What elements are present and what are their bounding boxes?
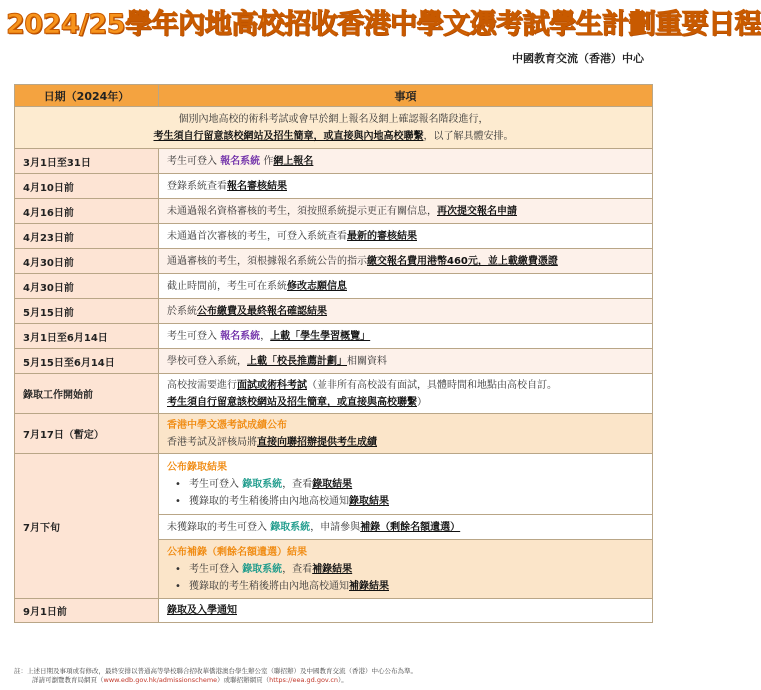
row-date: 錄取工作開始前: [15, 374, 159, 414]
row-date: 7月17日（暫定）: [15, 414, 159, 454]
notice-row: [15, 107, 653, 149]
row-date: 4月16日前: [15, 199, 159, 224]
table-row: [15, 414, 653, 454]
date-column-header: 日期（2024年）: [15, 85, 159, 107]
row-date: 4月30日前: [15, 274, 159, 299]
admission-system-link[interactable]: 錄取系統: [270, 521, 311, 533]
table-row: [15, 149, 653, 174]
table-row: [15, 224, 653, 249]
notice-cell: [15, 107, 653, 149]
table-row: [15, 249, 653, 274]
notice-tail: ，以了解具體安排。: [423, 130, 514, 142]
notice-line1: 個別內地高校的術科考試或會早於網上報名及網上確認報名階段進行，: [178, 113, 489, 125]
results-announcement-heading: 香港中學文憑考試成績公布: [167, 419, 287, 431]
table-header-row: [15, 85, 653, 107]
row-event: 香港中學文憑考試成績公布 香港考試及評核局將直接向聯招辦提供考生成績: [159, 414, 653, 454]
row-event: 於系統公布繳費及最終報名確認結果: [159, 299, 653, 324]
row-date: 4月23日前: [15, 224, 159, 249]
list-item: • 獲錄取的考生稍後將由內地高校通知補錄結果: [173, 578, 644, 595]
row-event: 截止時間前，考生可在系統修改志願信息: [159, 274, 653, 299]
edb-website-link[interactable]: www.edb.gov.hk/admissionscheme: [103, 676, 218, 684]
table-row: [15, 374, 653, 414]
row-date: 7月下旬: [15, 454, 159, 599]
table-row: [15, 454, 653, 515]
table-row: [15, 274, 653, 299]
eea-website-link[interactable]: https://eea.gd.gov.cn: [269, 676, 339, 684]
registration-system-link[interactable]: 報名系統: [220, 330, 261, 342]
row-date: 4月10日前: [15, 174, 159, 199]
row-date: 3月1日至6月14日: [15, 324, 159, 349]
list-item: • 考生可登入 錄取系統，查看補錄結果: [173, 561, 644, 578]
row-event: 未通過首次審核的考生，可登入系統查看最新的審核結果: [159, 224, 653, 249]
organization-name: 中國教育交流（香港）中心: [512, 52, 644, 65]
registration-system-link[interactable]: 報名系統: [220, 155, 261, 167]
schedule-table: [14, 84, 653, 623]
table-row: [15, 199, 653, 224]
row-event: 考生可登入 報名系統 作網上報名: [159, 149, 653, 174]
supplementary-apply-block: 未獲錄取的考生可登入 錄取系統，申請參與補錄（剩餘名額遺選）: [159, 515, 653, 540]
list-item: • 獲錄取的考生稍後將由內地高校通知錄取結果: [173, 493, 644, 510]
row-event: 高校按需要進行面試或術科考試（並非所有高校設有面試，具體時間和地點由高校自訂。 考生須自行留意該校網站及招生簡章，或直接與高校聯繫）: [159, 374, 653, 414]
admission-results-block: [159, 454, 653, 515]
admission-system-link[interactable]: 錄取系統: [242, 563, 283, 575]
list-item: • 考生可登入 錄取系統，查看錄取結果: [173, 476, 644, 493]
supplementary-results-heading: 公布補錄（剩餘名額遺選）結果: [167, 546, 307, 558]
admission-results-list: [167, 476, 644, 510]
row-event: 考生可登入 報名系統，上載「學生學習概覽」: [159, 324, 653, 349]
table-row: [15, 599, 653, 623]
row-date: 5月15日前: [15, 299, 159, 324]
row-event: 學校可登入系統，上載「校長推薦計劃」相關資料: [159, 349, 653, 374]
footnote-line2: 詳請可瀏覽教育局網頁（www.edb.gov.hk/admissionscheme）或聯招辦網頁（https://eea.gd.gov.cn）。: [32, 676, 348, 684]
table-row: [15, 349, 653, 374]
supplementary-results-list: [167, 561, 644, 595]
event-column-header: 事項: [159, 85, 653, 107]
row-date: 5月15日至6月14日: [15, 349, 159, 374]
table-row: [15, 324, 653, 349]
admission-system-link[interactable]: 錄取系統: [242, 478, 283, 490]
row-event: 錄取及入學通知: [159, 599, 653, 623]
page-title: 2024/25學年內地高校招收香港中學文憑考試學生計劃重要日程: [6, 9, 761, 40]
row-date: 3月1日至31日: [15, 149, 159, 174]
row-date: 4月30日前: [15, 249, 159, 274]
table-row: [15, 174, 653, 199]
footnote: [14, 667, 654, 685]
table-row: [15, 299, 653, 324]
admission-results-heading: 公布錄取結果: [167, 461, 227, 473]
row-event: 通過審核的考生，須根據報名系統公告的指示繳交報名費用港幣460元，並上載繳費憑證: [159, 249, 653, 274]
row-date: 9月1日前: [15, 599, 159, 623]
notice-bold-text: 考生須自行留意該校網站及招生簡章，或直接與內地高校聯繫: [153, 130, 424, 142]
row-event: 未通過報名資格審核的考生，須按照系統提示更正有關信息，再次提交報名申請: [159, 199, 653, 224]
row-event: 登錄系統查看報名審核結果: [159, 174, 653, 199]
footnote-line1: 註：上述日期及事項或有修改，最終安排以普通高等學校聯合招收華僑港澳台學生辦公室（聯招辦）及中國教育交流（香港）中心公布為準。: [14, 667, 417, 675]
supplementary-results-block: [159, 540, 653, 599]
